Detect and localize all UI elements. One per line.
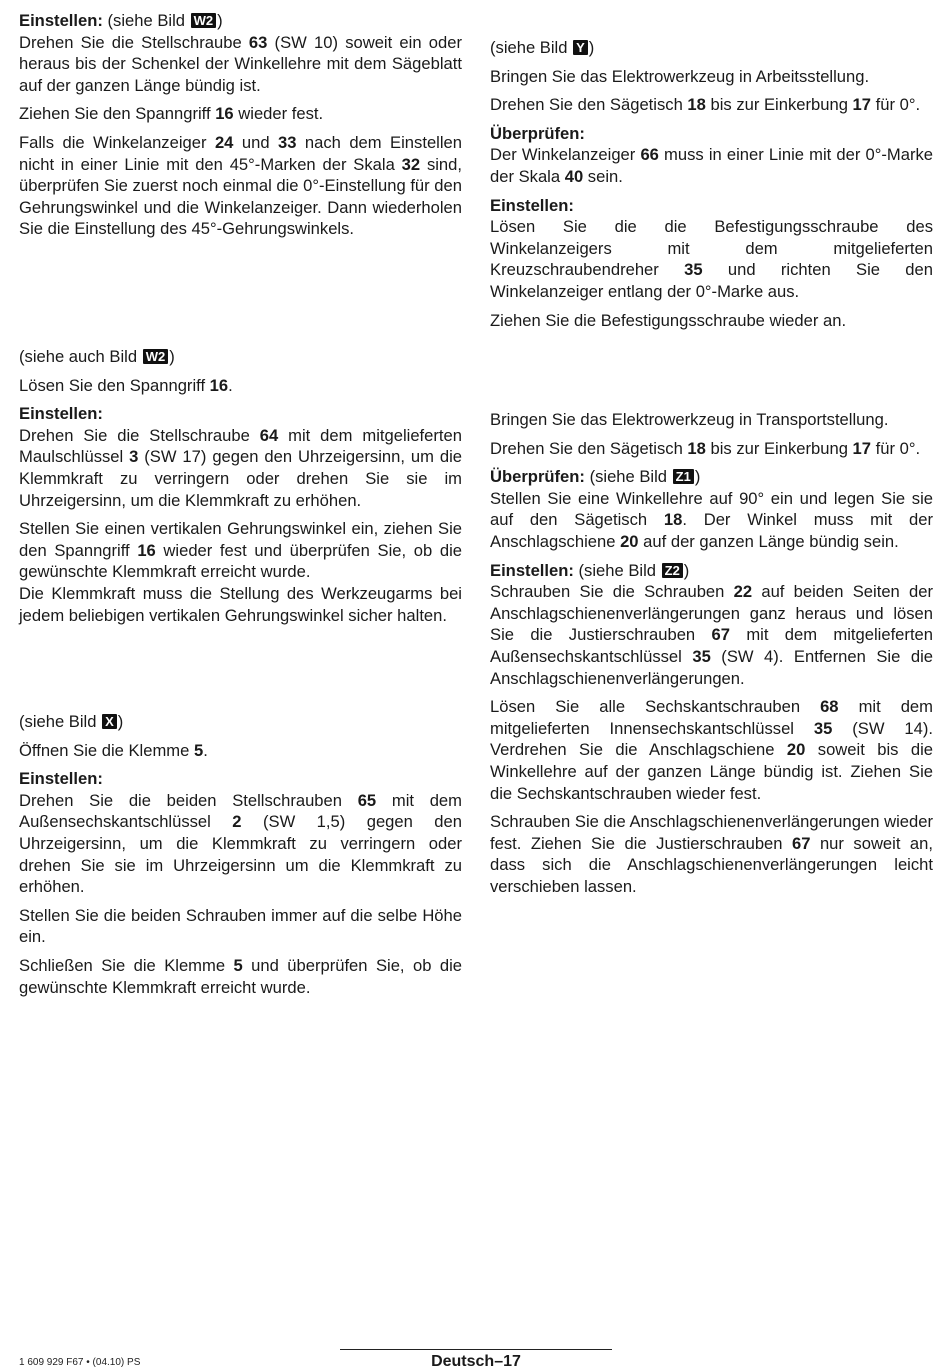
bold-text: 35	[684, 260, 703, 280]
paragraph-gap	[19, 733, 462, 740]
bold-text: 65	[357, 790, 377, 810]
document-number: 1 609 929 F67 • (04.10) PS	[19, 1357, 141, 1368]
bold-text: 2	[232, 812, 242, 832]
text-run: auf beiden Seiten der Anschlagschienenverlängerungen ganz heraus und lösen Sie die Justierschrauben	[490, 582, 933, 645]
paragraph	[19, 740, 462, 762]
bold-text: 16	[137, 540, 156, 560]
text-section	[490, 409, 933, 897]
text-section	[19, 711, 462, 998]
text-run: Stellen Sie eine Winkellehre auf 90° ein und legen Sie sie auf den Sägetisch	[490, 488, 933, 530]
text-run: Ziehen Sie die Befestigungsschraube wieder an.	[490, 310, 847, 330]
text-run: Der Winkelanzeiger	[490, 145, 641, 165]
text-run: )	[683, 560, 690, 580]
text-run: bis zur Einkerbung	[705, 438, 853, 458]
paragraph-gap	[19, 396, 462, 403]
text-run: (siehe Bild	[584, 467, 672, 487]
paragraph-gap	[19, 511, 462, 518]
paragraph-gap	[490, 116, 933, 123]
text-run: (siehe auch Bild	[19, 347, 142, 366]
paragraph	[19, 103, 462, 125]
text-run: wieder fest.	[233, 104, 324, 124]
paragraph	[490, 488, 933, 553]
bold-text: 3	[129, 447, 139, 467]
text-run: (SW 4). Entfernen Sie die Anschlagschienenverlängerungen.	[490, 646, 933, 688]
bold-text: 18	[663, 510, 683, 530]
text-run: )	[217, 11, 223, 30]
text-run: sind, überprüfen Sie zuerst noch einmal die 0°-Einstellung für den Gehrungswinkel und die Winkelanzeiger. Dann wiederholen Sie die Einstellung des 45°-Gehrungswinkels.	[19, 154, 462, 239]
text-run: und	[233, 132, 278, 152]
bold-text: 32	[401, 154, 421, 174]
bold-text: 35	[692, 646, 711, 666]
bold-text: 18	[687, 438, 706, 458]
bold-text: 64	[259, 425, 279, 445]
text-run: . Der Winkel muss mit der Anschlagschiene	[490, 510, 933, 551]
paragraph-gap	[19, 96, 462, 103]
paragraph	[490, 581, 933, 689]
bold-text: Überprüfen:	[490, 123, 585, 143]
paragraph	[490, 409, 933, 431]
paragraph	[490, 696, 933, 804]
text-run: )	[117, 712, 124, 731]
paragraph	[19, 346, 462, 368]
paragraph-gap	[490, 689, 933, 696]
paragraph-gap	[19, 125, 462, 132]
text-run: wieder fest und überprüfen Sie, ob die gewünschte Klemmkraft erreicht wurde.	[19, 540, 462, 582]
text-run: Lösen Sie alle Sechskantschrauben	[490, 697, 821, 717]
text-run: Lösen Sie den Spanngriff	[19, 375, 210, 395]
paragraph	[19, 403, 462, 425]
paragraph	[490, 66, 933, 88]
text-run: bis zur Einkerbung	[705, 95, 853, 115]
paragraph-gap	[19, 948, 462, 955]
bold-text: 17	[852, 438, 872, 458]
paragraph	[490, 37, 933, 59]
page-number: Deutsch–17	[431, 1353, 521, 1370]
text-run: Drehen Sie den Sägetisch	[490, 95, 688, 115]
paragraph	[19, 518, 462, 583]
text-run: und überprüfen Sie, ob die gewünschte Klemmkraft erreicht wurde.	[19, 955, 462, 997]
paragraph	[490, 195, 933, 217]
figure-reference-badge: W2	[191, 13, 217, 28]
text-run: Falls die Winkelanzeiger	[19, 132, 215, 152]
paragraph	[19, 768, 462, 790]
bold-text: Einstellen:	[19, 769, 103, 789]
text-run: muss in einer Linie mit der 0°-Marke der Skala	[490, 145, 933, 186]
text-run: Öffnen Sie die Klemme	[19, 740, 194, 760]
paragraph-gap	[490, 59, 933, 66]
bold-text: Einstellen:	[19, 404, 103, 424]
bold-text: 63	[248, 32, 268, 52]
paragraph	[19, 583, 462, 626]
paragraph	[490, 123, 933, 145]
text-run: )	[588, 38, 595, 57]
paragraph	[19, 955, 462, 998]
paragraph	[19, 790, 462, 898]
bold-text: 33	[278, 132, 297, 152]
text-run: Drehen Sie den Sägetisch	[490, 438, 688, 458]
paragraph	[490, 144, 933, 187]
text-run: Bringen Sie das Elektrowerkzeug in Transportstellung.	[490, 410, 889, 429]
text-run: nur soweit an, dass sich die Anschlagschienenverlängerungen leicht verschieben lassen.	[490, 833, 933, 896]
bold-text: 68	[820, 697, 839, 717]
text-run: Schrauben Sie die Anschlagschienenverlängerungen wieder fest. Ziehen Sie die Justierschrauben	[490, 812, 933, 853]
paragraph	[19, 132, 462, 240]
text-run: (SW 10) soweit ein oder heraus bis der Schenkel der Winkellehre mit dem Sägeblatt auf der ganzen Länge bündig ist.	[19, 32, 462, 95]
figure-reference-badge: X	[102, 714, 117, 729]
paragraph	[490, 560, 933, 582]
paragraph	[19, 375, 462, 397]
paragraph	[19, 425, 462, 511]
bold-text: 5	[233, 955, 243, 975]
bold-text: 18	[687, 95, 706, 115]
text-run: mit dem mitgelieferten Maulschlüssel	[19, 425, 462, 467]
paragraph	[490, 466, 933, 488]
bold-text: 20	[786, 740, 806, 760]
paragraph-gap	[490, 431, 933, 438]
paragraph-gap	[490, 188, 933, 195]
text-run: (siehe Bild	[102, 11, 190, 30]
paragraph-gap	[490, 553, 933, 560]
bold-text: 67	[711, 625, 730, 645]
text-run: auf der ganzen Länge bündig sein.	[638, 531, 899, 551]
figure-reference-badge: Y	[573, 40, 588, 55]
bold-text: 67	[792, 833, 811, 853]
bold-text: Einstellen:	[490, 195, 574, 215]
text-run: .	[228, 375, 233, 395]
paragraph-gap	[490, 804, 933, 811]
bold-text: 40	[564, 166, 584, 186]
figure-reference-badge: Z1	[673, 469, 694, 484]
text-run: Schrauben Sie die Schrauben	[490, 582, 734, 602]
figure-reference-badge: W2	[143, 349, 169, 364]
paragraph-gap	[19, 761, 462, 768]
paragraph	[490, 216, 933, 302]
text-run: (siehe Bild	[573, 560, 661, 580]
text-section	[19, 346, 462, 626]
text-run: sein.	[583, 166, 623, 186]
text-run: Lösen Sie die die Befestigungsschraube des Winkelanzeigers mit dem mitgelieferten Kreuzschraubendreher	[490, 217, 933, 280]
text-run: mit dem mitgelieferten Innensechskantschlüssel	[490, 697, 933, 738]
text-run: soweit bis die Winkellehre auf der ganzen Länge bündig ist. Ziehen Sie die Sechskantschrauben wieder fest.	[490, 740, 934, 803]
text-run: mit dem mitgelieferten Außensechskantschlüssel	[490, 625, 934, 666]
text-run: Die Klemmkraft muss die Stellung des Werkzeugarms bei jedem beliebigen vertikalen Gehrungswinkel sicher halten.	[19, 583, 462, 625]
paragraph-gap	[19, 368, 462, 375]
text-run: (siehe Bild	[490, 38, 573, 57]
text-run: )	[169, 347, 175, 366]
paragraph	[19, 10, 462, 32]
text-run: (SW 17) gegen den Uhrzeigersinn, um die Klemmkraft zu verringern oder drehen Sie sie im Uhrzeigersinn, um die Klemmkraft zu erhöhen.	[19, 447, 462, 510]
paragraph-gap	[490, 87, 933, 94]
text-section	[490, 37, 933, 331]
paragraph-gap	[490, 303, 933, 310]
figure-reference-badge: Z2	[662, 563, 683, 578]
paragraph	[490, 811, 933, 897]
paragraph	[19, 32, 462, 97]
text-section	[19, 10, 462, 240]
paragraph	[19, 711, 462, 733]
text-run: Schließen Sie die Klemme	[19, 955, 234, 975]
text-run: Bringen Sie das Elektrowerkzeug in Arbeitsstellung.	[490, 66, 870, 86]
text-run: für 0°.	[871, 95, 921, 115]
bold-text: 17	[852, 95, 872, 115]
paragraph-gap	[19, 898, 462, 905]
text-run: für 0°.	[871, 438, 921, 458]
bold-text: 16	[209, 375, 229, 395]
text-run: Drehen Sie die Stellschraube	[19, 32, 249, 52]
text-run: (siehe Bild	[19, 712, 102, 731]
bold-text: 35	[813, 718, 833, 738]
bold-text: 5	[193, 740, 204, 760]
bold-text: Überprüfen:	[490, 467, 585, 487]
bold-text: 66	[640, 145, 659, 165]
bold-text: Einstellen:	[490, 560, 574, 580]
bold-text: 16	[215, 104, 234, 124]
bold-text: 22	[733, 582, 753, 602]
text-run: Ziehen Sie den Spanngriff	[19, 104, 216, 124]
text-run: mit dem Außensechskantschlüssel	[19, 790, 462, 832]
text-run: Stellen Sie die beiden Schrauben immer auf die selbe Höhe ein.	[19, 905, 462, 947]
paragraph-gap	[490, 459, 933, 466]
paragraph	[490, 94, 933, 116]
text-run: (SW 14). Verdrehen Sie die Anschlagschiene	[490, 718, 933, 760]
text-run: und richten Sie den Winkelanzeiger entlang der 0°-Marke aus.	[490, 260, 933, 301]
text-run: (SW 1,5) gegen den Uhrzeigersinn, um die Klemmkraft zu verringern oder drehen Sie sie im Uhrzeigersinn um die Klemmkraft zu erhöhen.	[19, 812, 462, 897]
bold-text: 20	[620, 531, 639, 551]
text-run: .	[203, 740, 208, 760]
text-run: )	[694, 467, 701, 487]
bold-text: Einstellen:	[19, 11, 103, 30]
bold-text: 24	[214, 132, 234, 152]
text-run: Stellen Sie einen vertikalen Gehrungswinkel ein, ziehen Sie den Spanngriff	[19, 519, 462, 560]
paragraph	[19, 905, 462, 948]
footer-divider	[340, 1349, 612, 1350]
text-run: Drehen Sie die beiden Stellschrauben	[19, 790, 358, 810]
paragraph	[490, 310, 933, 332]
text-run: nach dem Einstellen nicht in einer Linie mit den 45°-Marken der Skala	[19, 132, 463, 174]
text-run: Drehen Sie die Stellschraube	[19, 425, 260, 445]
paragraph	[490, 438, 933, 460]
